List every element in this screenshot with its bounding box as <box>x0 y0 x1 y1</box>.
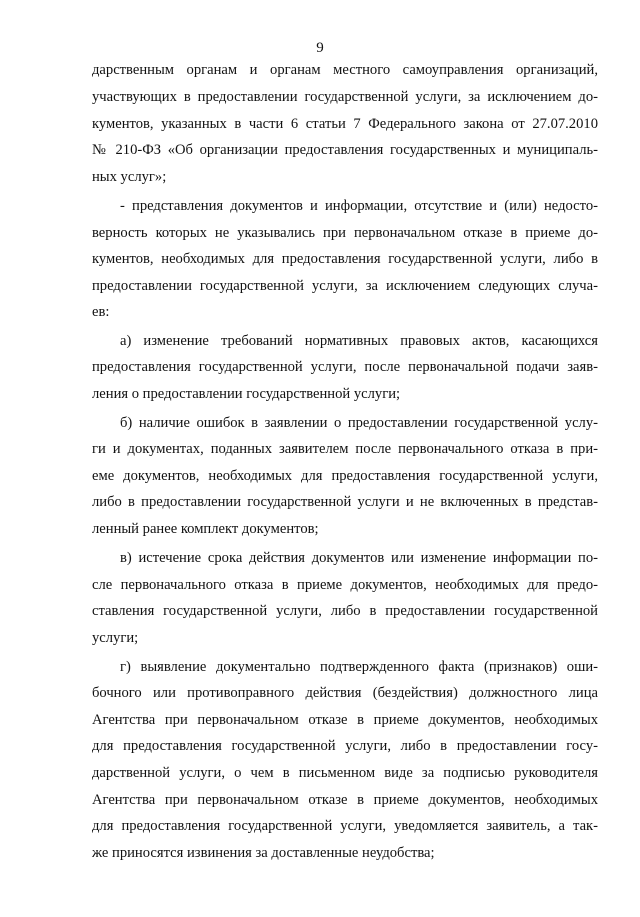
text-line: Агентства при первоначальном отказе в приеме документов, необходимых <box>92 712 598 728</box>
text-line: в) истечение срока действия документов или изменение информации по- <box>120 550 598 566</box>
text-line: сле первоначального отказа в приеме документов, необходимых для предо- <box>92 577 598 593</box>
text-line: верность которых не указывались при первоначальном отказе в приеме до- <box>92 225 598 241</box>
text-line: предоставления государственной услуги, после первоначальной подачи заяв- <box>92 359 598 375</box>
text-line: б) наличие ошибок в заявлении о предоставлении государственной услу- <box>120 415 598 431</box>
text-line: г) выявление документально подтвержденного факта (признаков) оши- <box>120 659 598 675</box>
text-line: для предоставления государственной услуги, либо в предоставлении госу- <box>92 738 598 754</box>
text-line: ления о предоставлении государственной услуги; <box>92 386 401 402</box>
text-line: ставления государственной услуги, либо в предоставлении государственной <box>92 603 598 619</box>
text-line: кументов, необходимых для предоставления государственной услуги, либо в <box>92 251 598 267</box>
text-line: участвующих в предоставлении государственной услуги, за исключением до- <box>92 89 598 105</box>
text-line: же приносятся извинения за доставленные неудобства; <box>92 845 435 861</box>
page-number: 9 <box>316 40 324 56</box>
text-line: № 210-ФЗ «Об организации предоставления государственных и муниципаль- <box>92 142 598 158</box>
text-line: либо в предоставлении государственной услуги и не включенных в представ- <box>92 494 598 510</box>
text-line: услуги; <box>92 630 139 646</box>
text-line: ных услуг»; <box>92 169 167 185</box>
text-line: а) изменение требований нормативных правовых актов, касающихся <box>120 333 598 349</box>
text-line: бочного или противоправного действия (бездействия) должностного лица <box>92 685 598 701</box>
text-line: кументов, указанных в части 6 статьи 7 Федерального закона от 27.07.2010 <box>92 116 598 132</box>
text-line: дарственной услуги, о чем в письменном виде за подписью руководителя <box>92 765 598 781</box>
text-line: ленный ранее комплект документов; <box>92 521 319 537</box>
text-line: дарственным органам и органам местного самоуправления организаций, <box>92 62 598 78</box>
text-line: еме документов, необходимых для предоставления государственной услуги, <box>92 468 598 484</box>
text-line: ев: <box>92 304 110 320</box>
text-line: предоставлении государственной услуги, за исключением следующих случа- <box>92 278 598 294</box>
text-line: для предоставления государственной услуги, уведомляется заявитель, а так- <box>92 818 598 834</box>
text-line: ги и документах, поданных заявителем после первоначального отказа в при- <box>92 441 598 457</box>
text-line: Агентства при первоначальном отказе в приеме документов, необходимых <box>92 792 598 808</box>
text-line: - представления документов и информации, отсутствие и (или) недосто- <box>120 198 598 214</box>
